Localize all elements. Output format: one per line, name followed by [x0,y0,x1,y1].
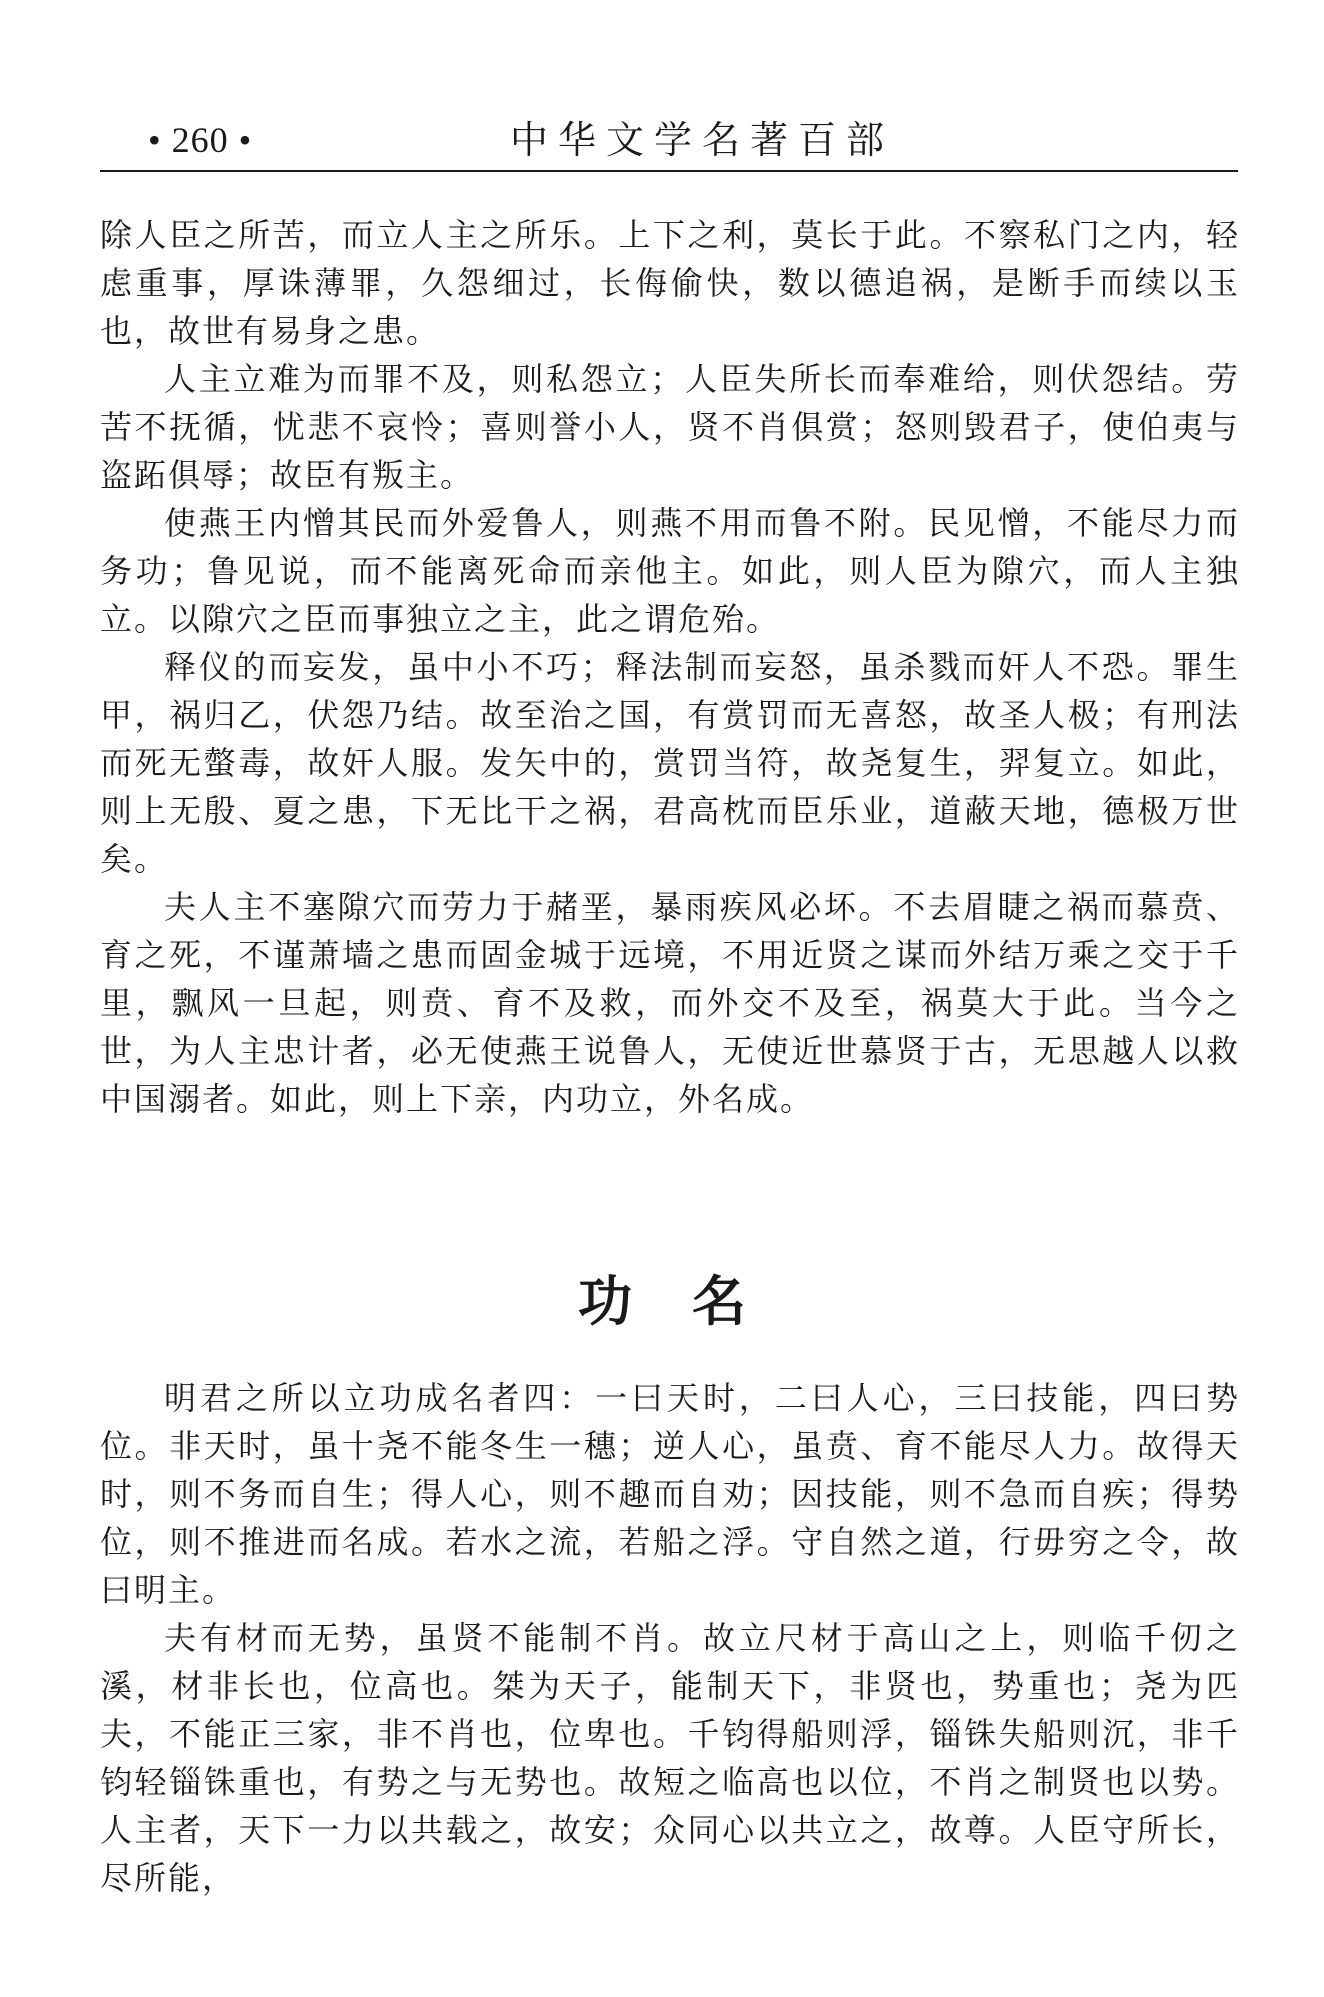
running-header [100,112,1240,168]
page-number: • 260 • [148,120,253,160]
header-rule [100,170,1238,172]
paragraph: 除人臣之所苦，而立人主之所乐。上下之利，莫长于此。不察私门之内，轻虑重事，厚诛薄罪，久怨细过，长侮偷快，数以德追祸，是断手而续以玉也，故世有易身之患。 [100,216,1240,350]
paragraph: 使燕王内憎其民而外爱鲁人，则燕不用而鲁不附。民见憎，不能尽力而务功；鲁见说，而不能离死命而亲他主。如此，则人臣为隙穴，而人主独立。以隙穴之臣而事独立之主，此之谓危殆。 [100,504,1240,638]
paragraph: 夫有材而无势，虽贤不能制不肖。故立尺材于高山之上，则临千仞之溪，材非长也，位高也。桀为天子，能制天下，非贤也，势重也；尧为匹夫，不能正三家，非不肖也，位卑也。千钧得船则浮，锱铢失船则沉，非千钧轻锱铢重也，有势之与无势也。故短之临高也以位，不肖之制贤也以势。人主者，天下一力以共载之，故安；众同心以共立之，故尊。人臣守所长，尽所能， [100,1619,1240,1897]
paragraph: 人主立难为而罪不及，则私怨立；人臣失所长而奉难给，则伏怨结。劳苦不抚循，忧悲不哀怜；喜则誉小人，贤不肖俱赏；怒则毁君子，使伯夷与盗跖俱辱；故臣有叛主。 [100,360,1240,494]
book-title: 中华文学名著百部 [510,118,895,162]
paragraph: 夫人主不塞隙穴而劳力于赭垩，暴雨疾风必坏。不去眉睫之祸而慕贲、育之死，不谨萧墙之患而固金城于远境，不用近贤之谋而外结万乘之交于千里，飘风一旦起，则贲、育不及救，而外交不及至，祸莫大于此。当今之世，为人主忠计者，必无使燕王说鲁人，无使近世慕贤于古，无思越人以救中国溺者。如此，则上下亲，内功立，外名成。 [100,888,1240,1118]
section-title: 功名 [578,1270,806,1333]
body-text-section-1 [100,211,1240,1123]
paragraph: 明君之所以立功成名者四：一曰天时，二曰人心，三曰技能，四曰势位。非天时，虽十尧不能冬生一穗；逆人心，虽贲、育不能尽人力。故得天时，则不务而自生；得人心，则不趣而自劝；因技能，则不急而自疾；得势位，则不推进而名成。若水之流，若船之浮。守自然之道，行毋穷之令，故曰明主。 [100,1379,1240,1609]
body-text-section-2 [100,1374,1240,1902]
paragraph: 释仪的而妄发，虽中小不巧；释法制而妄怒，虽杀戮而奸人不恐。罪生甲，祸归乙，伏怨乃结。故至治之国，有赏罚而无喜怒，故圣人极；有刑法而死无螫毒，故奸人服。发矢中的，赏罚当符，故尧复生，羿复立。如此，则上无殷、夏之患，下无比干之祸，君高枕而臣乐业，道蔽天地，德极万世矣。 [100,648,1240,878]
